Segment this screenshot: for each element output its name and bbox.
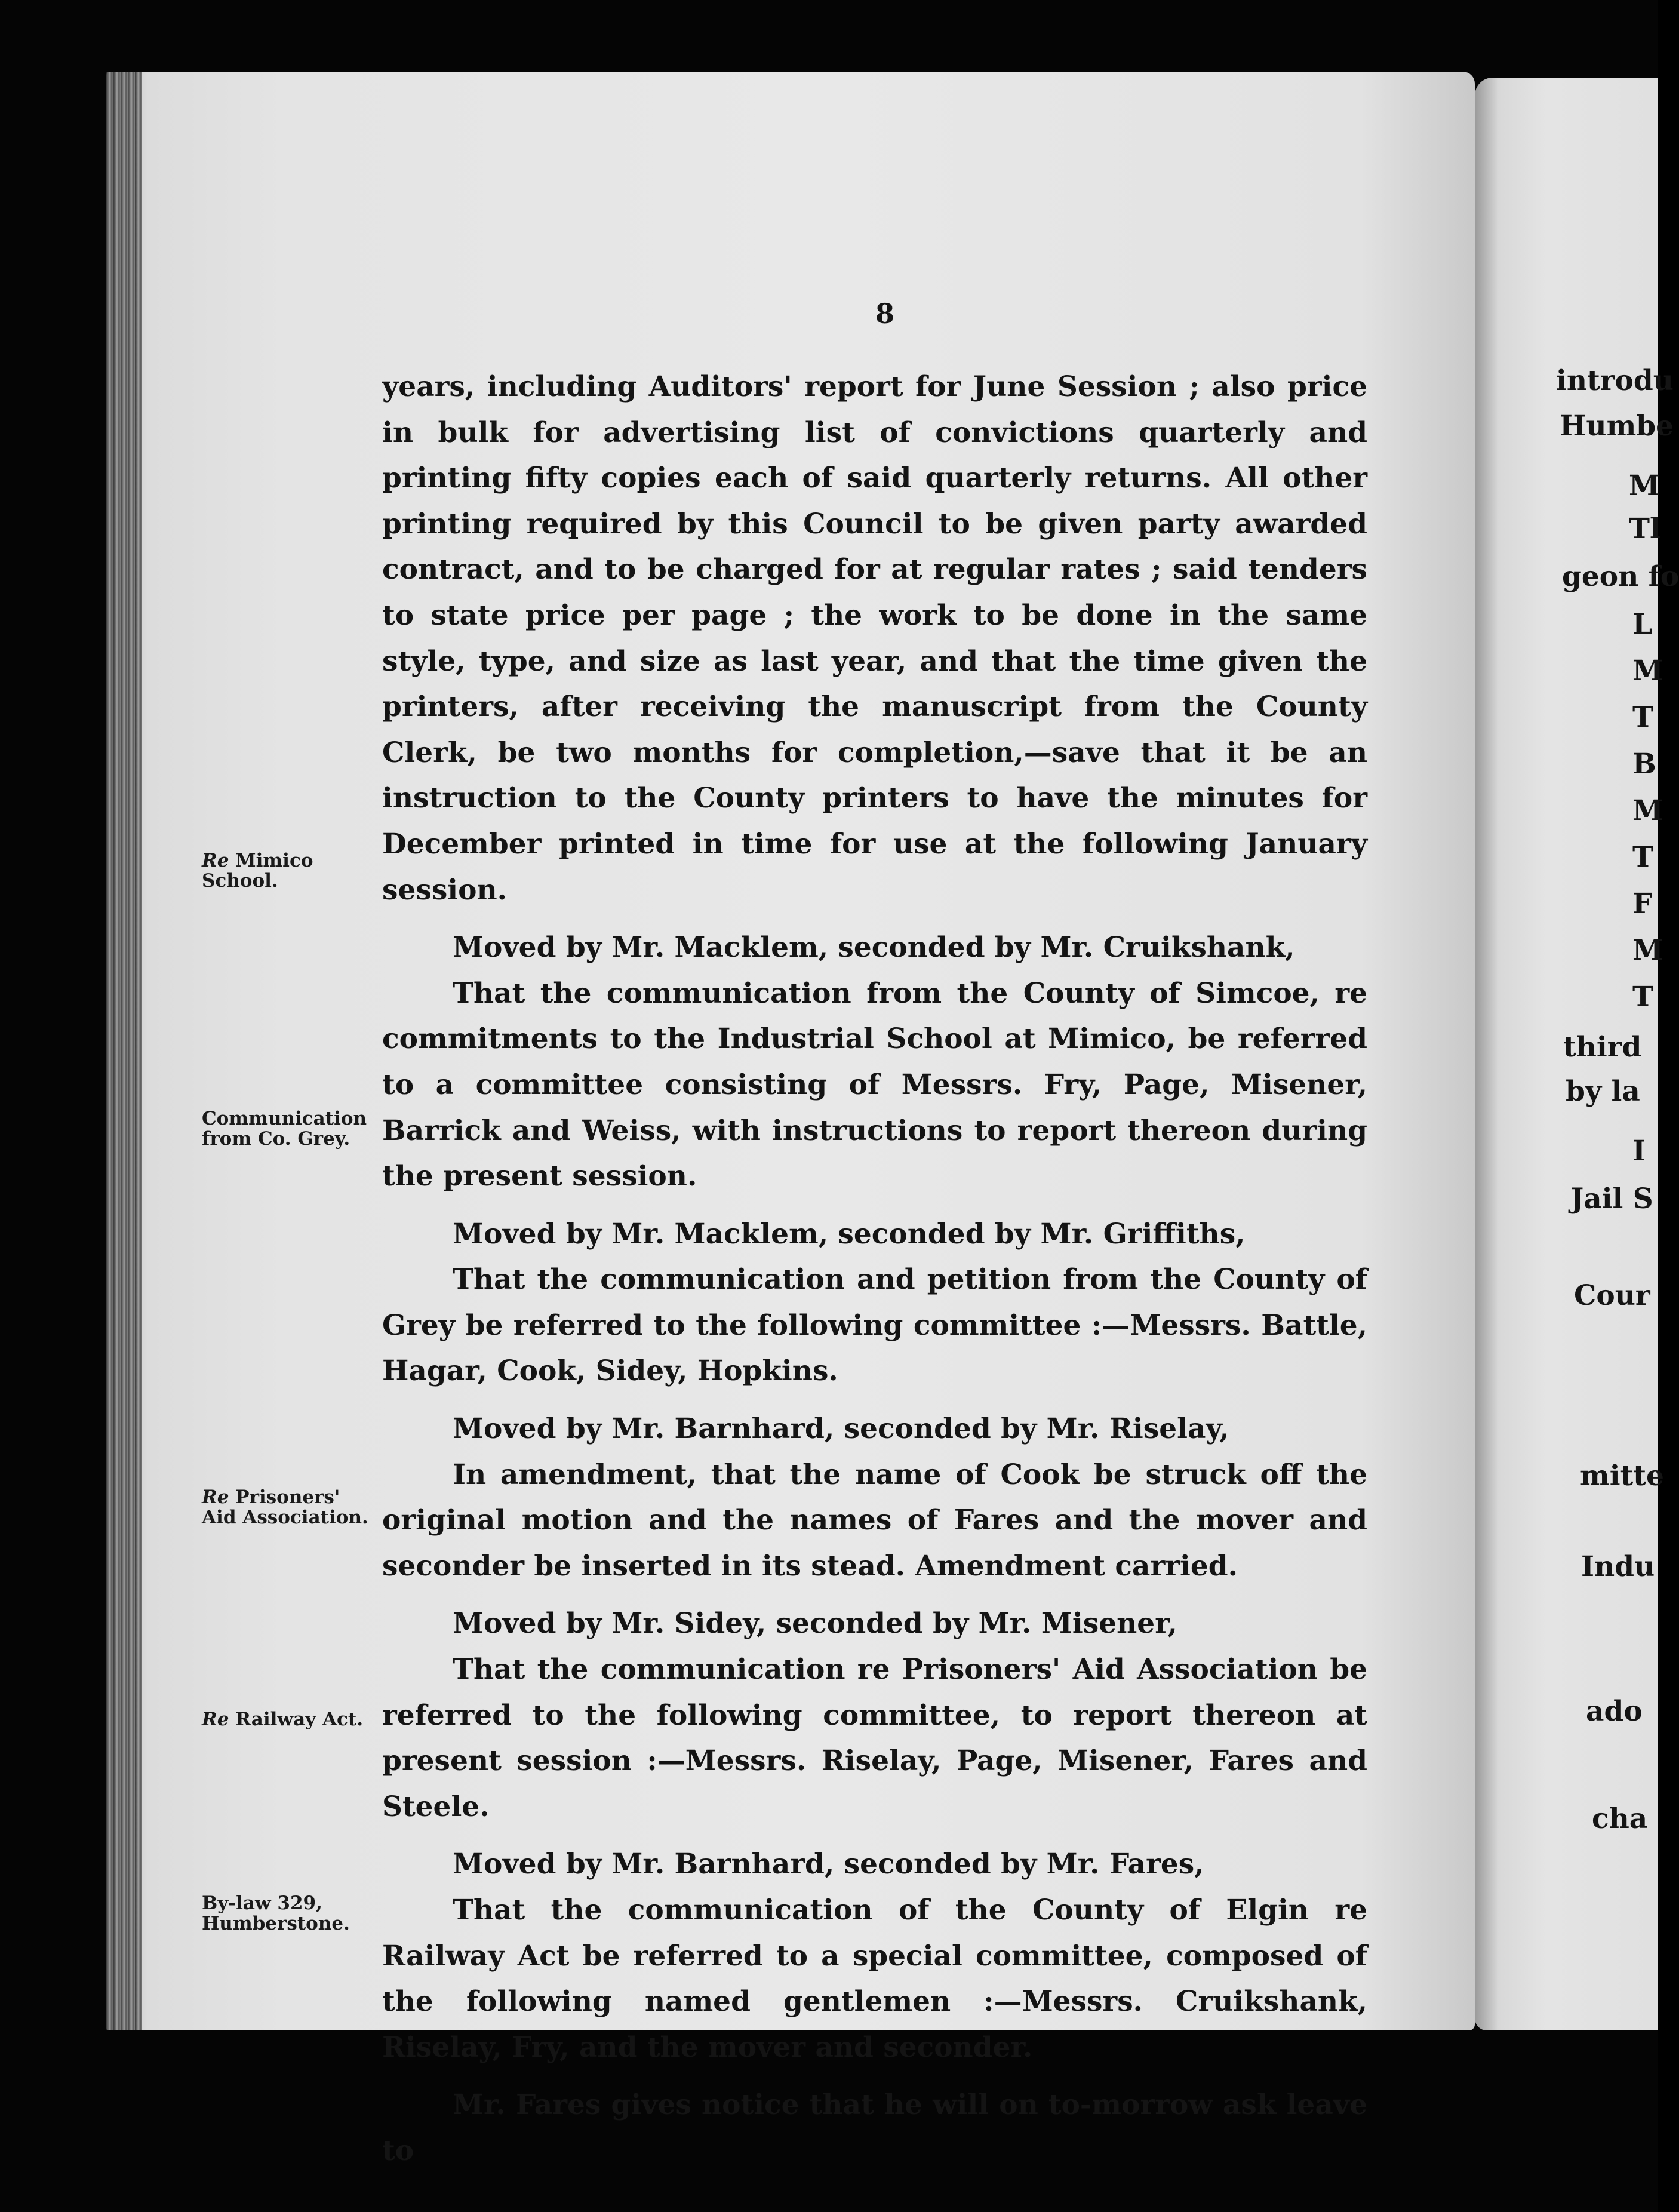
motion-line: Moved by Mr. Macklem, seconded by Mr. Griffiths, [453, 1217, 1246, 1251]
margin-note-prisoners [202, 1487, 381, 1528]
margin-note-line: By-law 329, [202, 1893, 322, 1914]
facing-page-fragment: M [1632, 655, 1664, 687]
facing-page-fragment: ado [1586, 1695, 1643, 1728]
facing-page-fragment: Indu [1581, 1550, 1655, 1583]
margin-note-line: School. [202, 870, 278, 892]
facing-page-fragment: T [1632, 981, 1653, 1013]
facing-page-fragment: Jail S [1570, 1182, 1653, 1215]
facing-page-fragment: Cour [1574, 1279, 1650, 1312]
motion-line: Moved by Mr. Barnhard, seconded by Mr. Fares, [453, 1848, 1204, 1881]
motion-line: Moved by Mr. Barnhard, seconded by Mr. Riselay, [453, 1412, 1229, 1446]
margin-note-line: Prisoners' [229, 1486, 340, 1508]
facing-page-fragment: mitte [1580, 1460, 1664, 1492]
book-spine-edge [106, 72, 142, 2030]
facing-page-fragment: L [1632, 608, 1653, 641]
facing-page-fragment: F [1632, 887, 1653, 920]
margin-note-mimico [202, 850, 381, 891]
margin-note-line: Mimico [229, 850, 313, 871]
facing-page-fragment: T [1632, 701, 1653, 734]
body-text [382, 364, 1367, 2174]
facing-page-fragment: I [1632, 1135, 1646, 1168]
motion-text: That the communication from the County of Simcoe, re commitments to the Industrial School at Mimico, be referred to a committee consisting of Messrs. Fry, Page, Misener, Barrick and Weiss, with instructions to report thereon during the present session. [382, 976, 1367, 1193]
page-number: 8 [875, 297, 895, 330]
facing-page-fragment: cha [1592, 1802, 1648, 1835]
margin-note-line: Aid Association. [202, 1507, 368, 1528]
margin-note-grey [202, 1108, 381, 1149]
facing-page-fragment: M [1632, 794, 1664, 827]
facing-page-fragment: third [1563, 1031, 1642, 1064]
paragraph-continuation: years, including Auditors' report for June Session ; also price in bulk for advertising list of convictions quarterly and printing fifty copies each of said quarterly returns. All other printing required by this Council to be given party awarded contract, and to be charged for at regular rates ; said tenders to state price per page ; the work to be done in the same style, type, and size as last year, and that the time given the printers, after receiving the manuscript from the County Clerk, be two months for completion,—save that it be an instruction to the County printers to have the minutes for December printed in time for use at the following January session. [382, 370, 1367, 907]
facing-page-fragment: by la [1566, 1075, 1640, 1108]
motion-text: That the communication re Prisoners' Aid Association be referred to the following committee, to report thereon at present session :—Messrs. Riselay, Page, Misener, Fares and Steele. [382, 1653, 1367, 1823]
margin-note-bylaw [202, 1893, 381, 1934]
motion-text: That the communication and petition from the County of Grey be referred to the following committee :—Messrs. Battle, Hagar, Cook, Sidey, Hopkins. [382, 1263, 1367, 1388]
motion-line: Moved by Mr. Sidey, seconded by Mr. Misener, [453, 1607, 1177, 1640]
motion-line: Mr. Fares gives notice that he will on to-morrow ask leave to [382, 2088, 1367, 2167]
facing-page-fragment: geon fo [1562, 560, 1679, 593]
margin-note-line: Railway Act. [229, 1709, 364, 1730]
margin-note-railway [202, 1709, 381, 1729]
motion-text: That the communication of the County of Elgin re Railway Act be referred to a special committee, composed of the following named gentlemen :—Messrs. Cruikshank, Riselay, Fry, and the mover and seconder. [382, 1894, 1367, 2064]
facing-page-fragment: Tl [1629, 512, 1660, 545]
margin-note-re: Re [202, 1486, 229, 1508]
motion-line: Moved by Mr. Macklem, seconded by Mr. Cruikshank, [453, 931, 1295, 964]
margin-note-line: from Co. Grey. [202, 1128, 350, 1150]
facing-page-fragment: M [1632, 934, 1664, 967]
facing-page-fragment: Humbe [1560, 410, 1674, 443]
facing-page-fragment: T [1632, 841, 1653, 874]
facing-page-fragment: B [1632, 748, 1656, 781]
facing-page-fragment: introdu [1556, 364, 1674, 397]
facing-page [1475, 78, 1679, 2030]
margin-note-re: Re [202, 1709, 229, 1730]
facing-page-fragment: M [1629, 469, 1660, 502]
margin-note-re: Re [202, 850, 229, 871]
margin-note-line: Communication [202, 1108, 367, 1129]
motion-text: In amendment, that the name of Cook be struck off the original motion and the names of Fares and the mover and seconder be inserted in its stead. Amendment carried. [382, 1458, 1367, 1583]
margin-note-line: Humberstone. [202, 1913, 350, 1934]
